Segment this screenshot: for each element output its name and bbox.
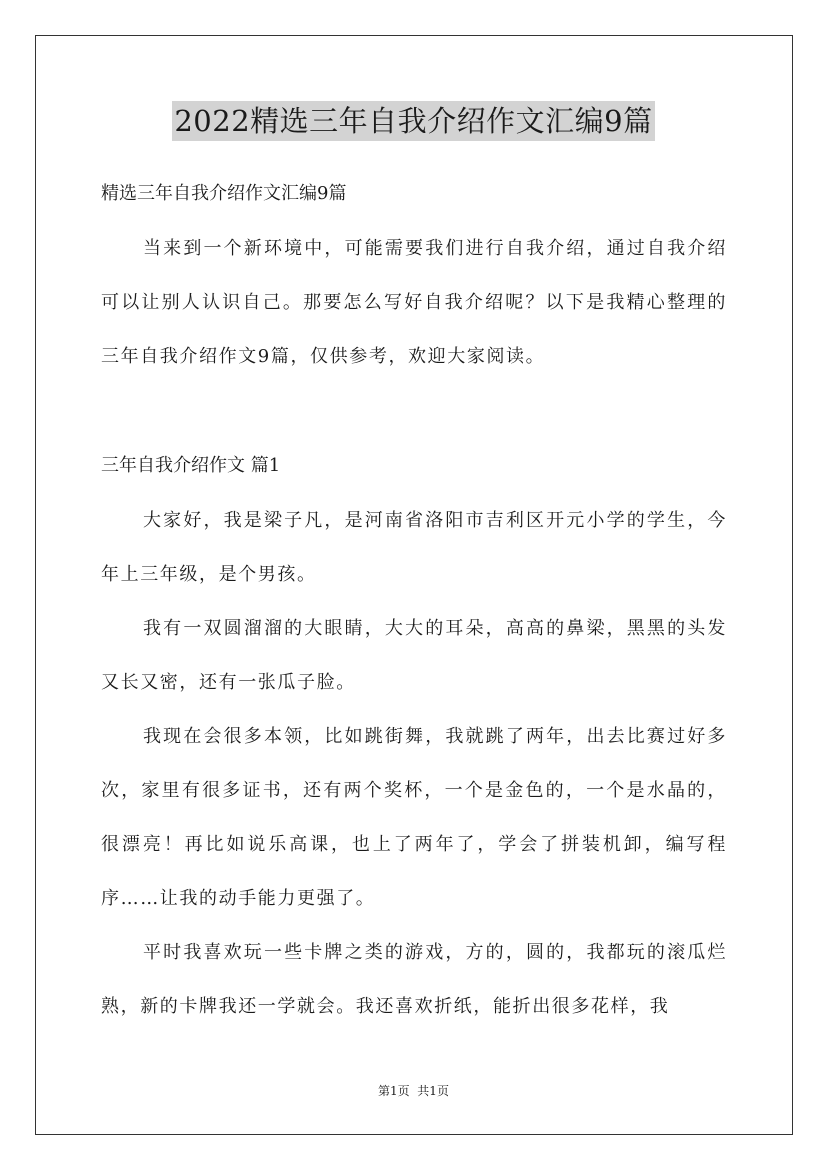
body-paragraph: 平时我喜欢玩一些卡牌之类的游戏，方的，圆的，我都玩的滚瓜烂熟，新的卡牌我还一学就会。我还喜欢折纸，能折出很多花样，我 — [101, 942, 727, 1017]
body-paragraph: 我现在会很多本领，比如跳街舞，我就跳了两年，出去比赛过好多次，家里有很多证书，还有两个奖杯，一个是金色的，一个是水晶的，很漂亮！再比如说乐高课，也上了两年了，学会了拼装机卸，编写程序……让我的动手能力更强了。 — [101, 726, 727, 909]
body-paragraph: 我有一双圆溜溜的大眼睛，大大的耳朵，高高的鼻梁，黑黑的头发又长又密，还有一张瓜子脸。 — [101, 618, 727, 693]
page-footer: 第1页 共1页 — [378, 1084, 449, 1098]
intro-paragraph: 当来到一个新环境中，可能需要我们进行自我介绍，通过自我介绍可以让别人认识自己。那要怎么写好自我介绍呢？以下是我精心整理的三年自我介绍作文9篇，仅供参考，欢迎大家阅读。 — [101, 238, 727, 367]
document-title: 2022精选三年自我介绍作文汇编9篇 — [172, 101, 654, 141]
title-container — [0, 101, 827, 141]
body-paragraph: 大家好，我是梁子凡，是河南省洛阳市吉利区开元小学的学生，今年上三年级，是个男孩。 — [101, 510, 727, 585]
section-heading: 三年自我介绍作文 篇1 — [101, 455, 281, 476]
document-subtitle: 精选三年自我介绍作文汇编9篇 — [101, 183, 347, 204]
